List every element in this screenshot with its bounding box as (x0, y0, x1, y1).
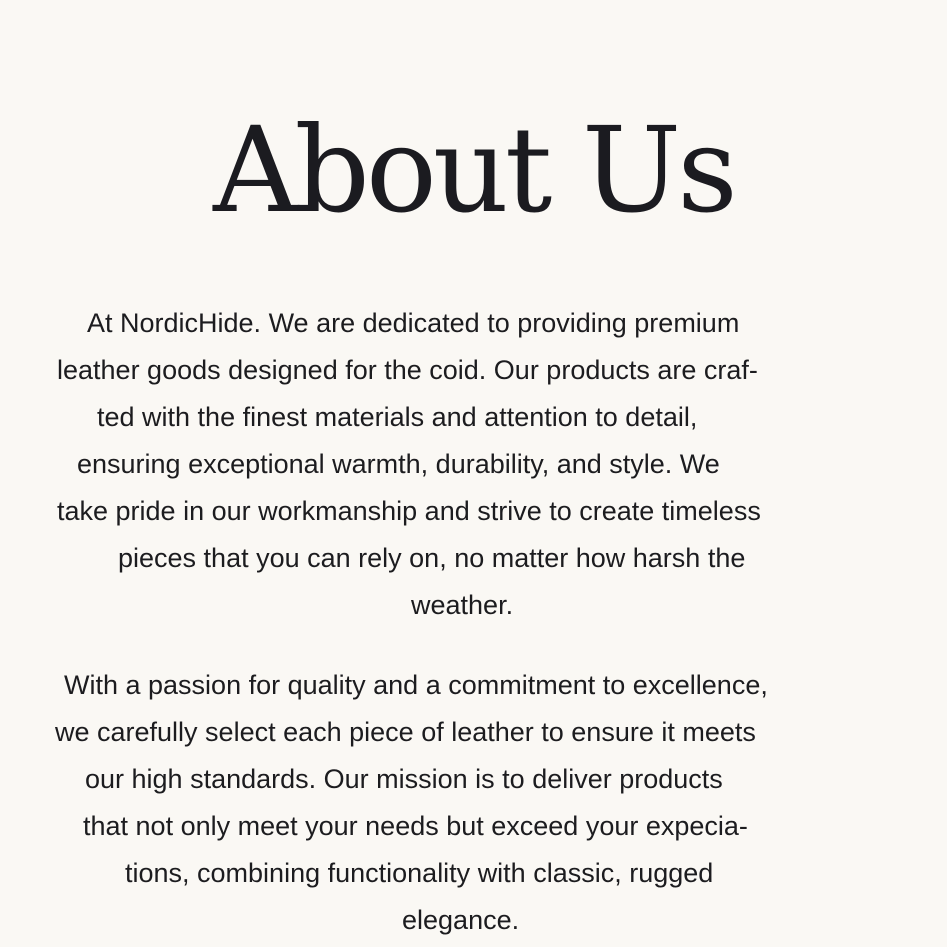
paragraph-line: tions, combining functionality with classic, rugged (125, 858, 714, 888)
paragraph-line: pieces that you can rely on, no matter how harsh the (118, 543, 746, 573)
paragraph-line: weather. (411, 590, 514, 620)
paragraph-line: At NordicHide. We are dedicated to providing premium (87, 308, 740, 338)
paragraph-line: ensuring exceptional warmth, durability, and style. We (77, 449, 720, 479)
paragraph-line: our high standards. Our mission is to deliver products (85, 764, 723, 794)
paragraph-line: ted with the finest materials and attention to detail, (97, 402, 698, 432)
paragraph-line: that not only meet your needs but exceed your expecia- (83, 811, 748, 841)
paragraph-line: elegance. (402, 905, 520, 935)
page-title: About Us (213, 101, 734, 239)
paragraph-line: we carefully select each piece of leather to ensure it meets (55, 717, 756, 747)
paragraph-line: take pride in our workmanship and strive to create timeless (57, 496, 761, 526)
paragraph-line: leather goods designed for the coid. Our products are craf- (57, 355, 758, 385)
paragraph-line: With a passion for quality and a commitment to excellence, (64, 670, 768, 700)
